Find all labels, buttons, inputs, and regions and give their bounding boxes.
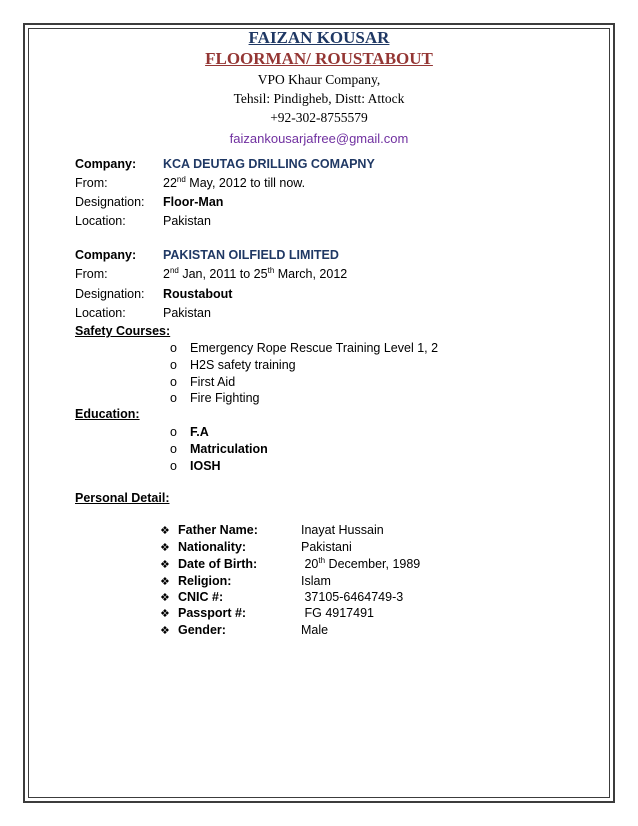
- designation-label: Designation:: [75, 287, 145, 301]
- from-label: From:: [75, 176, 108, 190]
- job-1-location: Pakistan: [163, 214, 211, 228]
- personal-father-row: ❖ Father Name: Inayat Hussain: [160, 523, 384, 537]
- company-label: Company:: [75, 248, 137, 262]
- job-2-designation-row: [75, 285, 232, 303]
- job-2-company-row: [75, 246, 339, 264]
- resume-header: [0, 28, 638, 151]
- personal-detail-heading: Personal Detail:: [75, 491, 170, 505]
- job-1-company: KCA DEUTAG DRILLING COMAPNY: [163, 157, 375, 171]
- job-1-location-row: [75, 212, 211, 230]
- candidate-name: FAIZAN KOUSAR: [248, 28, 390, 47]
- job-1-designation: Floor-Man: [163, 195, 224, 209]
- education-item: o Matriculation: [170, 442, 268, 456]
- job-2-from: 2nd Jan, 2011 to 25th March, 2012: [163, 265, 348, 281]
- education-item: o F.A: [170, 425, 209, 439]
- personal-religion-row: ❖ Religion: Islam: [160, 574, 331, 588]
- personal-passport-row: ❖ Passport #: FG 4917491: [160, 606, 374, 620]
- safety-item: o Emergency Rope Rescue Training Level 1, 2: [170, 341, 439, 355]
- location-label: Location:: [75, 306, 126, 320]
- personal-dob-row: ❖ Date of Birth: 20th December, 1989: [160, 555, 421, 571]
- email-link[interactable]: faizankousarjafree@gmail.com: [229, 131, 409, 146]
- education-item: o IOSH: [170, 459, 221, 473]
- education-heading: Education:: [75, 407, 140, 421]
- job-1-from: 22nd May, 2012 to till now.: [163, 174, 306, 190]
- job-2-company: PAKISTAN OILFIELD LIMITED: [163, 248, 339, 262]
- personal-gender-row: ❖ Gender: Male: [160, 623, 329, 637]
- job-2-location-row: [75, 304, 211, 322]
- phone-number: +92-302-8755579: [270, 110, 368, 125]
- job-1-designation-row: [75, 193, 223, 211]
- job-2-designation: Roustabout: [163, 287, 233, 301]
- from-label: From:: [75, 267, 108, 281]
- personal-cnic-row: ❖ CNIC #: 37105-6464749-3: [160, 590, 404, 604]
- personal-nationality-row: ❖ Nationality: Pakistani: [160, 540, 352, 554]
- job-1-from-row: [75, 174, 305, 192]
- location-label: Location:: [75, 214, 126, 228]
- safety-item: o First Aid: [170, 375, 236, 389]
- address-line-1: VPO Khaur Company,: [257, 72, 381, 87]
- safety-courses-heading: Safety Courses:: [75, 324, 171, 338]
- designation-label: Designation:: [75, 195, 145, 209]
- job-2-from-row: [75, 265, 347, 283]
- safety-item: o H2S safety training: [170, 358, 296, 372]
- safety-item: o Fire Fighting: [170, 391, 260, 405]
- address-line-2: Tehsil: Pindigheb, Distt: Attock: [233, 91, 405, 106]
- job-1-company-row: [75, 155, 375, 173]
- candidate-role: FLOORMAN/ ROUSTABOUT: [205, 49, 433, 68]
- job-2-location: Pakistan: [163, 306, 211, 320]
- company-label: Company:: [75, 157, 137, 171]
